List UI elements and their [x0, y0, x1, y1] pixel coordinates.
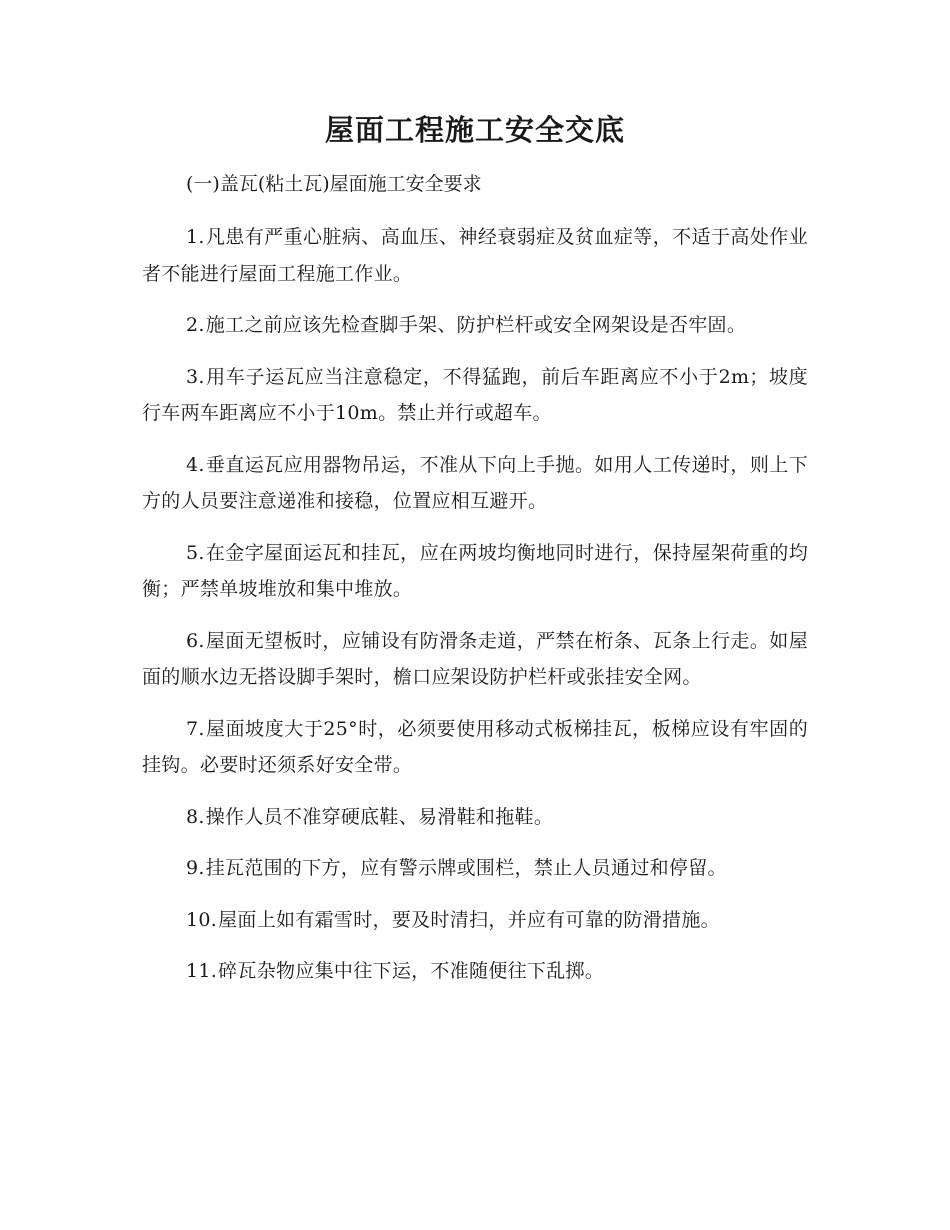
item-text: 屋面上如有霜雪时，要及时清扫，并应有可靠的防滑措施。 — [218, 908, 720, 931]
item-number: 8. — [186, 805, 205, 828]
item-number: 5. — [186, 541, 205, 564]
list-item — [142, 623, 808, 696]
item-text: 屋面无望板时，应铺设有防滑条走道，严禁在桁条、瓦条上行走。如屋面的顺水边无搭设脚手架时，檐口应架设防护栏杆或张挂安全网。 — [142, 629, 808, 688]
item-text: 屋面坡度大于25°时，必须要使用移动式板梯挂瓦，板梯应设有牢固的挂钩。必要时还须系好安全带。 — [142, 717, 808, 776]
item-number: 2. — [186, 314, 205, 336]
item-number: 11. — [186, 960, 218, 982]
item-text: 挂瓦范围的下方，应有警示牌或围栏，禁止人员通过和停留。 — [205, 857, 727, 879]
item-text: 凡患有严重心脏病、高血压、神经衰弱症及贫血症等，不适于高处作业者不能进行屋面工程施工作业。 — [142, 226, 808, 285]
list-item — [142, 535, 808, 608]
item-number: 1. — [186, 226, 205, 248]
section-heading: (一)盖瓦(粘土瓦)屋面施工安全要求 — [186, 173, 482, 195]
item-number: 3. — [186, 365, 205, 388]
item-text: 在金字屋面运瓦和挂瓦，应在两坡均衡地同时进行，保持屋架荷重的均衡；严禁单坡堆放和集中堆放。 — [142, 541, 808, 600]
item-number: 6. — [186, 629, 205, 652]
item-number: 7. — [186, 717, 205, 740]
document-title: 屋面工程施工安全交底 — [324, 113, 625, 147]
list-item — [142, 219, 808, 292]
item-text: 垂直运瓦应用器物吊运，不准从下向上手抛。如用人工传递时，则上下方的人员要注意递准和接稳，位置应相互避开。 — [142, 453, 808, 512]
item-number: 10. — [186, 908, 218, 931]
list-item — [142, 902, 808, 939]
item-number: 4. — [186, 453, 205, 476]
list-item — [142, 359, 808, 432]
item-text: 用车子运瓦应当注意稳定，不得猛跑，前后车距离应不小于2m；坡度行车两车距离应不小于10m。禁止并行或超车。 — [142, 365, 808, 424]
list-item — [142, 953, 808, 990]
item-text: 施工之前应该先检查脚手架、防护栏杆或安全网架设是否牢固。 — [205, 314, 747, 336]
list-item — [142, 850, 808, 887]
item-text: 碎瓦杂物应集中往下运，不准随便往下乱掷。 — [218, 960, 605, 982]
list-item — [142, 711, 808, 784]
item-number: 9. — [186, 857, 205, 879]
list-item — [142, 799, 808, 836]
document-body — [142, 166, 808, 1005]
item-text: 操作人员不准穿硬底鞋、易滑鞋和拖鞋。 — [205, 805, 554, 828]
list-item — [142, 307, 808, 344]
list-item — [142, 447, 808, 520]
